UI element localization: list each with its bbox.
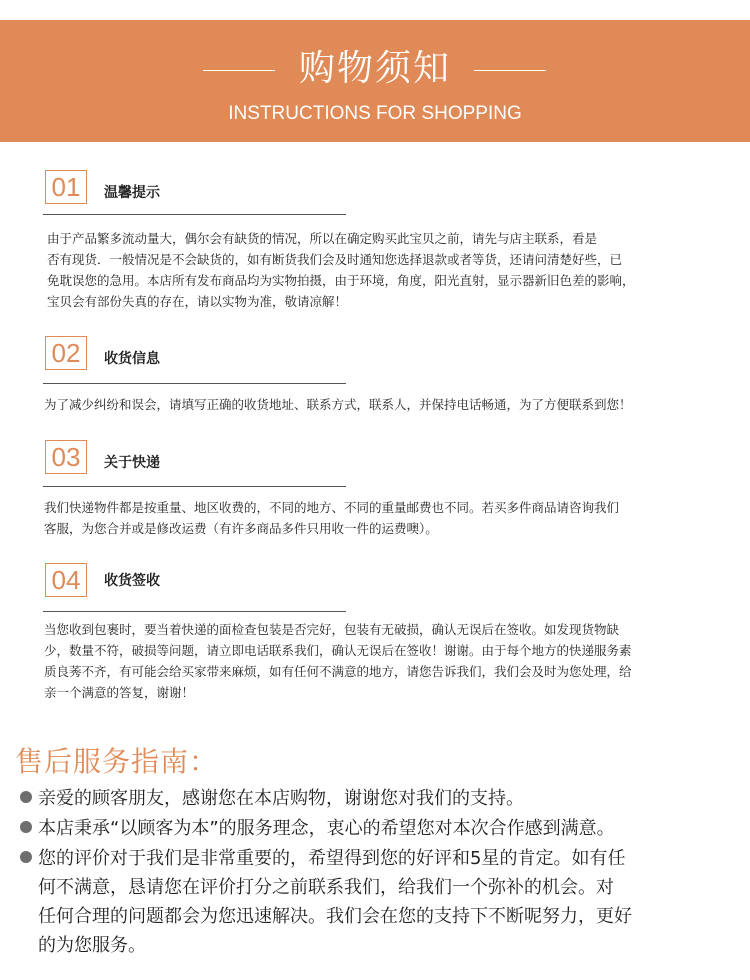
section-body-signing bbox=[44, 619, 632, 703]
after-sales-item bbox=[20, 844, 740, 960]
section-divider bbox=[43, 611, 346, 612]
text-line: 免耽误您的急用。本店所有发布商品均为实物拍摄，由于环境，角度，阳光直射，显示器新旧色差的影响， bbox=[47, 273, 635, 288]
top-strip bbox=[0, 0, 750, 20]
text-line: 亲一个满意的答复，谢谢！ bbox=[44, 685, 195, 700]
bullet-icon bbox=[20, 791, 32, 803]
after-sales-text: 何不满意，恳请您在评价打分之前联系我们，给我们一个弥补的机会。对 bbox=[38, 877, 614, 898]
text-line: 质良莠不齐，有可能会给买家带来麻烦，如有任何不满意的地方，请您告诉我们，我们会及时为您处理，给 bbox=[44, 664, 632, 679]
section-number-04: 04 bbox=[45, 563, 87, 597]
section-title-express: 关于快递 bbox=[104, 455, 160, 471]
section-body-express bbox=[44, 497, 619, 539]
section-number-02: 02 bbox=[45, 336, 87, 370]
bullet-icon bbox=[20, 821, 32, 833]
after-sales-text: 本店秉承“以顾客为本”的服务理念，衷心的希望您对本次合作感到满意。 bbox=[38, 818, 615, 839]
bullet-icon bbox=[20, 851, 32, 863]
page-title: 购物须知 bbox=[298, 48, 451, 89]
after-sales-text: 亲爱的顾客朋友，感谢您在本店购物，谢谢您对我们的支持。 bbox=[38, 788, 524, 809]
section-body-tips bbox=[47, 228, 635, 312]
text-line: 由于产品繁多流动量大，偶尔会有缺货的情况，所以在确定购买此宝贝之前，请先与店主联系，看是 bbox=[47, 231, 598, 246]
section-title-delivery-info: 收货信息 bbox=[104, 351, 160, 367]
section-number-03: 03 bbox=[45, 440, 87, 474]
page-subtitle: INSTRUCTIONS FOR SHOPPING bbox=[228, 103, 522, 124]
text-line: 当您收到包裹时，要当着快递的面检查包装是否完好，包装有无破损，确认无误后在签收。如发现货物缺 bbox=[44, 622, 620, 637]
section-divider bbox=[43, 486, 346, 487]
text-line: 我们快递物件都是按重量、地区收费的，不同的地方、不同的重量邮费也不同。若买多件商品请咨询我们 bbox=[44, 500, 620, 515]
after-sales-text: 您的评价对于我们是非常重要的，希望得到您的好评和5星的肯定。如有任 bbox=[38, 848, 626, 869]
section-divider bbox=[43, 214, 346, 215]
section-number-01: 01 bbox=[45, 170, 87, 204]
section-title-tips: 温馨提示 bbox=[104, 185, 160, 201]
after-sales-item bbox=[20, 784, 740, 813]
after-sales-item bbox=[20, 814, 740, 843]
text-line: 少，数量不符，破损等问题，请立即电话联系我们，确认无误后在签收！谢谢。由于每个地方的快递服务素 bbox=[44, 643, 632, 658]
after-sales-text: 任何合理的问题都会为您迅速解决。我们会在您的支持下不断呢努力，更好 bbox=[38, 906, 632, 927]
section-divider bbox=[43, 383, 346, 384]
section-title-signing: 收货签收 bbox=[104, 573, 160, 589]
text-line: 为了减少纠纷和误会，请填写正确的收货地址、联系方式，联系人，并保持电话畅通，为了方便联系到您！ bbox=[44, 397, 632, 412]
text-line: 宝贝会有部份失真的存在，请以实物为准，敬请凉解！ bbox=[47, 294, 348, 309]
after-sales-title: 售后服务指南： bbox=[15, 745, 219, 778]
text-line: 客服，为您合并或是修改运费（有许多商品多件只用收一件的运费噢）。 bbox=[44, 521, 438, 536]
after-sales-text: 的为您服务。 bbox=[38, 935, 146, 956]
text-line: 否有现货．一般情况是不会缺货的，如有断货我们会及时通知您选择退款或者等货，还请问清楚好些，已 bbox=[47, 252, 623, 267]
section-body-delivery-info bbox=[44, 394, 632, 415]
